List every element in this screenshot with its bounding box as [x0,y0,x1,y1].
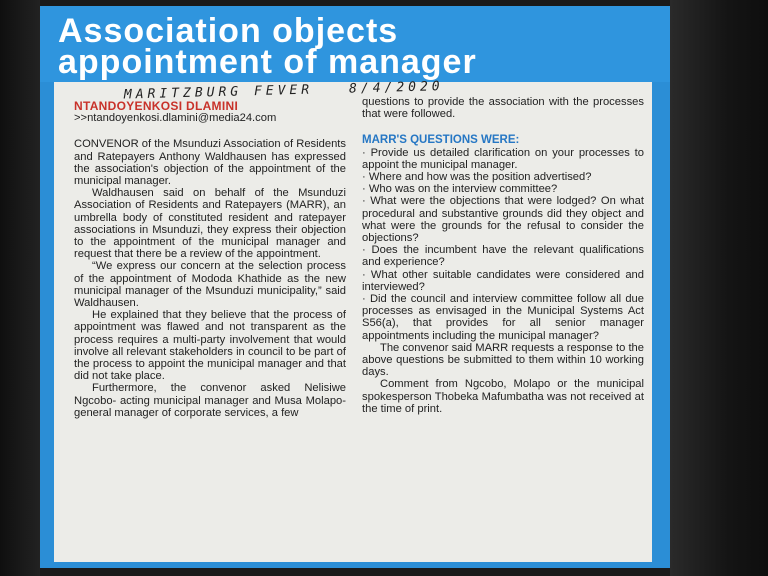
headline-line-1: Association objects [58,12,399,50]
questions-subhead: MARR'S QUESTIONS WERE: [362,134,520,147]
left-column [74,100,346,419]
question-item: · Did the council and interview committee follow all due processes as envisaged in the Municipal Systems Act S56(a), that provides for all senior manager appointments including the municipal manager? [362,293,644,342]
byline-email: >>ntandoyenkosi.dlamini@media24.com [74,112,277,125]
headline [58,12,658,81]
question-item: · Does the incumbent have the relevant qualifications and experience? [362,244,644,269]
handwritten-date: 8/4/2020 [348,79,444,97]
byline-name: NTANDOYENKOSI DLAMINI [74,99,239,113]
handwritten-source: MARITZBURG FEVER [123,82,314,103]
question-item: · What were the objections that were lodged? On what procedural and substantive grounds did they object and what were the grounds for the refusal to consider the objections? [362,195,644,245]
background-left [0,0,40,576]
question-item: · Who was on the interview committee? [362,183,558,196]
paragraph: Furthermore, the convenor asked Nelisiwe Ngcobo- acting municipal manager and Musa Molapo- general manager of corporate services, a few [74,382,346,419]
headline-line-2: appointment of manager [58,43,477,81]
background-right [670,0,768,576]
paragraph: The convenor said MARR requests a response to the above questions be submitted to them within 10 working days. [362,341,644,379]
question-item: · What other suitable candidates were considered and interviewed? [362,268,644,293]
paragraph: CONVENOR of the Msunduzi Association of Residents and Ratepayers Anthony Waldhausen has expressed the association's objection of the appointment of the municipal manager. [74,138,346,188]
right-column [362,96,644,415]
paragraph: He explained that they believe that the process of appointment was flawed and not transparent as the process requires a multi-party involvement that would involve all relevant stakeholders in council to be part of the process to appoint the municipal manager and that did not take place. [74,309,346,383]
paragraph: Comment from Ngcobo, Molapo or the municipal spokesperson Thobeka Mafumbatha was not received at the time of print. [362,378,644,415]
paragraph: Waldhausen said on behalf of the Msunduzi Association of Residents and Ratepayers (MARR), an umbrella body of constituted resident and ratepayer associations in Msunduzi, they express their objection to the appointment of the municipal manager and request that there be a review of the appointment. [74,187,346,261]
article-body [54,79,652,562]
newspaper-clipping [40,6,670,568]
paragraph: “We express our concern at the selection process of the appointment of Mododa Khathide as the new municipal manager of the Msunduzi municipality,” said Waldhausen. [74,260,346,310]
headline-band [40,6,670,82]
paragraph: questions to provide the association with the processes that were followed. [362,96,644,121]
question-item: · Where and how was the position advertised? [362,171,592,184]
question-item: · Provide us detailed clarification on your processes to appoint the municipal manager. [362,146,644,171]
